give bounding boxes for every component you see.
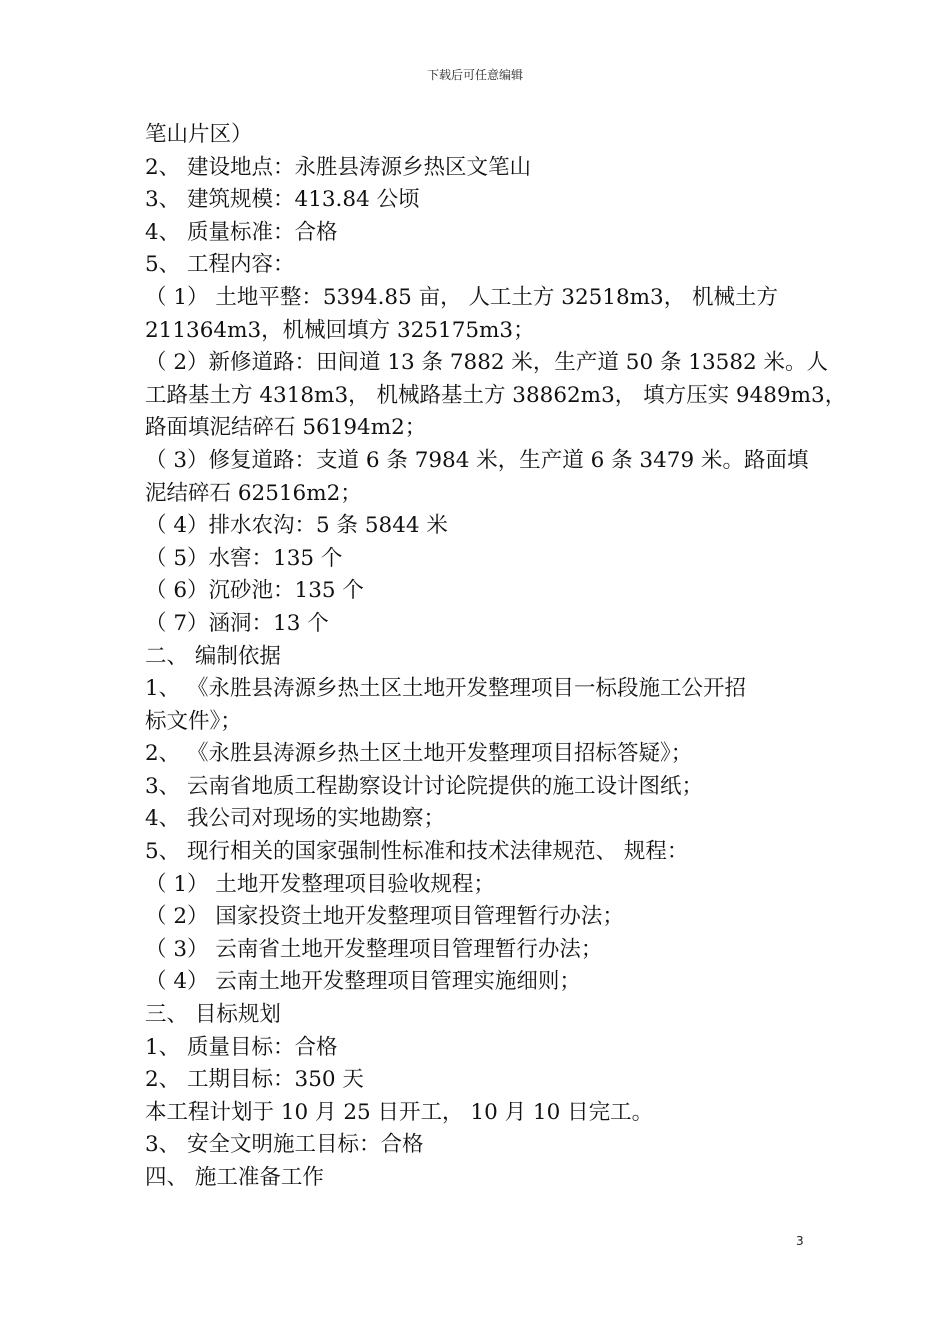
text-line: （ 4） 云南土地开发整理项目管理实施细则； — [145, 969, 581, 995]
section-heading: 三、 目标规划 — [145, 1002, 281, 1028]
text-line: （ 5）水窖：135 个 — [145, 545, 343, 571]
text-line: 1、 质量目标：合格 — [145, 1034, 338, 1060]
text-line: （ 3） 云南省土地开发整理项目管理暂行办法； — [145, 936, 603, 962]
text-line: （ 4）排水农沟：5 条 5844 米 — [145, 513, 448, 539]
text-line: （ 3）修复道路：支道 6 条 7984 米，生产道 6 条 3479 米。路面填 — [145, 447, 809, 473]
section-heading: 四、 施工准备工作 — [145, 1165, 324, 1190]
text-line: 2、 工期目标：350 天 — [145, 1067, 364, 1093]
text-line: 3、 云南省地质工程勘察设计讨论院提供的施工设计图纸； — [145, 773, 704, 799]
text-line: 1、 《永胜县涛源乡热土区土地开发整理项目一标段施工公开招 — [145, 676, 747, 702]
text-line: 笔山片区） — [145, 122, 253, 147]
text-line: （ 6）沉砂池：135 个 — [145, 578, 364, 604]
text-line: 路面填泥结碎石 56194m2； — [145, 415, 427, 441]
text-line: 2、 《永胜县涛源乡热土区土地开发整理项目招标答疑》； — [145, 741, 693, 767]
page-header-note: 下载后可任意编辑 — [426, 68, 523, 82]
text-line: （ 1） 土地开发整理项目验收规程； — [145, 871, 495, 897]
text-line: 3、 建筑规模：413.84 公顷 — [145, 187, 420, 213]
text-line: 本工程计划于 10 月 25 日开工， 10 月 10 日完工。 — [145, 1099, 654, 1125]
text-line: 5、 现行相关的国家强制性标准和技术法律规范、 规程： — [145, 839, 689, 865]
text-line: 211364m3，机械回填方 325175m3； — [145, 317, 535, 343]
text-line: 标文件》； — [145, 708, 242, 734]
document-body — [145, 119, 847, 1195]
text-line: 3、 安全文明施工目标：合格 — [145, 1132, 424, 1158]
page-number: 3 — [796, 1234, 804, 1248]
text-line: 5、 工程内容： — [145, 252, 295, 278]
text-line: 2、 建设地点：永胜县涛源乡热区文笔山 — [145, 154, 532, 180]
text-line: 工路基土方 4318m3， 机械路基土方 38862m3， 填方压实 9489m3， — [145, 382, 847, 408]
text-line: （ 7）涵洞：13 个 — [145, 610, 329, 636]
text-line: （ 2）新修道路：田间道 13 条 7882 米，生产道 50 条 13582 米。人 — [145, 350, 829, 376]
text-line: 4、 质量标准：合格 — [145, 219, 338, 245]
text-line: 4、 我公司对现场的实地勘察； — [145, 806, 446, 832]
text-line: （ 2） 国家投资土地开发整理项目管理暂行办法； — [145, 904, 624, 930]
text-line: （ 1） 土地平整：5394.85 亩， 人工土方 32518m3， 机械土方 — [145, 284, 779, 310]
section-heading: 二、 编制依据 — [145, 643, 281, 669]
text-line: 泥结碎石 62516m2； — [145, 480, 362, 506]
